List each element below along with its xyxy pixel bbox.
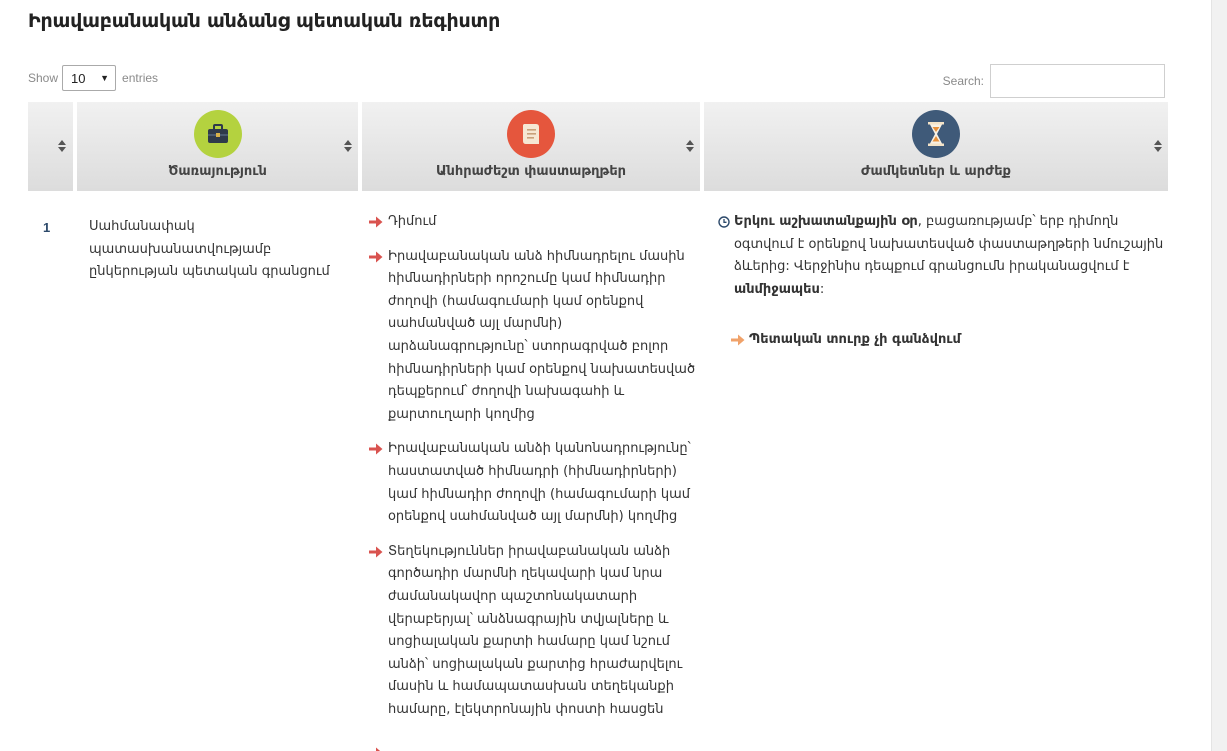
document-line: Իրավաբանական անձ հիմնադրելու մասին (388, 248, 685, 264)
document-line: հիմնադիրների կամ օրենքով նախատեսված (388, 361, 696, 377)
document-item (368, 541, 700, 722)
document-line: արձանագրությունը՝ ստորագրված բոլոր (388, 338, 669, 354)
document-line: ժողովի (համագումարի կամ օրենքով (388, 293, 644, 309)
deadline-cell (718, 211, 1168, 350)
documents-cell (368, 211, 700, 733)
service-line: պատասխանատվությամբ (89, 241, 272, 257)
deadline-end: : (819, 281, 825, 297)
search-control (943, 64, 1165, 98)
page-title: Իրավաբանական անձանց պետական ռեգիստր (28, 10, 501, 32)
document-icon (507, 110, 555, 158)
sort-icon (344, 140, 352, 152)
entries-per-page-select[interactable] (62, 65, 116, 91)
column-header-index[interactable] (28, 102, 73, 191)
chevron-down-icon: ▼ (100, 73, 110, 83)
document-line: Իրավաբանական անձի կանոնադրությունը՝ (388, 441, 691, 457)
deadline-text (718, 211, 1168, 301)
deadline-rest: , բացառությամբ՝ երբ դիմողն (917, 214, 1119, 229)
document-line: քարտուղարի կողմից (388, 406, 535, 422)
document-line: ժամանակավոր պաշտոնակատարի (388, 588, 638, 604)
arrow-right-icon (369, 216, 383, 228)
arrow-right-icon (369, 747, 383, 751)
document-line: մասին և համապատասխան տեղեկանքի (388, 679, 674, 695)
deadline-line-4 (734, 279, 1168, 302)
service-cell (89, 216, 359, 284)
document-line: դեպքերում՝ ժողովի նախագահի և (388, 384, 625, 400)
document-line: անձի՝ սոցիալական քարտից հրաժարվելու (388, 656, 683, 672)
hourglass-icon (912, 110, 960, 158)
document-item (368, 438, 700, 528)
document-item (368, 211, 700, 234)
arrow-right-icon (369, 251, 383, 263)
service-line: Սահմանափակ (89, 219, 195, 234)
service-line: ընկերության պետական գրանցում (89, 264, 330, 279)
column-label-documents: Անհրաժեշտ փաստաթղթեր (435, 164, 627, 179)
column-header-service[interactable] (77, 102, 358, 191)
search-input[interactable] (990, 64, 1165, 98)
deadline-line-1 (734, 211, 1168, 234)
search-label: Search: (942, 74, 984, 88)
document-line: սահմանված այլ մարմնի) (388, 316, 563, 332)
entries-label: entries (122, 71, 159, 85)
column-label-service: Ծառայություն (168, 164, 267, 179)
scrollbar-track[interactable] (1211, 0, 1227, 751)
fee-item (731, 330, 1168, 350)
deadline-line-2: օգտվում է օրենքով նախատեսված փաստաթղթերի նմուշային (734, 236, 1164, 252)
arrow-right-icon (369, 443, 383, 455)
sort-icon (58, 140, 66, 152)
sort-icon (686, 140, 694, 152)
document-line: կամ հիմնադիր ժողովի (համագումարի կամ (388, 486, 690, 502)
clock-icon (718, 216, 730, 228)
show-label: Show (28, 71, 59, 85)
document-line: սոցիալական քարտի համարը կամ նշում (388, 634, 670, 650)
document-line: հիմնադիրների որոշումը կամ հիմնադիր (388, 271, 666, 287)
sort-icon (1154, 140, 1162, 152)
column-label-deadline: Ժամկետներ և արժեք (861, 164, 1011, 179)
document-line: համարը, էլեկտրոնային փոստի հասցեն (388, 701, 664, 717)
entries-length-control (28, 64, 158, 92)
document-line: հաստատված հիմնադրի (հիմնադիրների) (388, 463, 677, 479)
document-line: օրենքով սահմանված այլ մարմնի) կողմից (388, 509, 678, 525)
deadline-bold: Երկու աշխատանքային օր (734, 214, 918, 229)
deadline-bold-2: անմիջապես (734, 281, 820, 297)
arrow-right-icon (731, 334, 745, 346)
document-line: վերաբերյալ՝ անձնագրային տվյալները և (388, 611, 669, 627)
deadline-line-3: ձևերից: Վերջինիս դեպքում գրանցումն իրականացվում է (734, 259, 1130, 275)
entries-per-page-value: 10 (71, 70, 86, 86)
document-item (368, 246, 700, 427)
fee-text: Պետական տուրք չի գանձվում (749, 332, 961, 348)
column-header-documents[interactable] (362, 102, 700, 191)
document-line: գործադիր մարմնի ղեկավարի կամ նրա (388, 566, 663, 582)
row-number: 1 (43, 220, 51, 235)
document-line: Դիմում (388, 214, 437, 229)
document-line: Տեղեկություններ իրավաբանական անձի (388, 543, 671, 559)
arrow-right-icon (369, 546, 383, 558)
briefcase-icon (194, 110, 242, 158)
column-header-deadline[interactable] (704, 102, 1168, 191)
